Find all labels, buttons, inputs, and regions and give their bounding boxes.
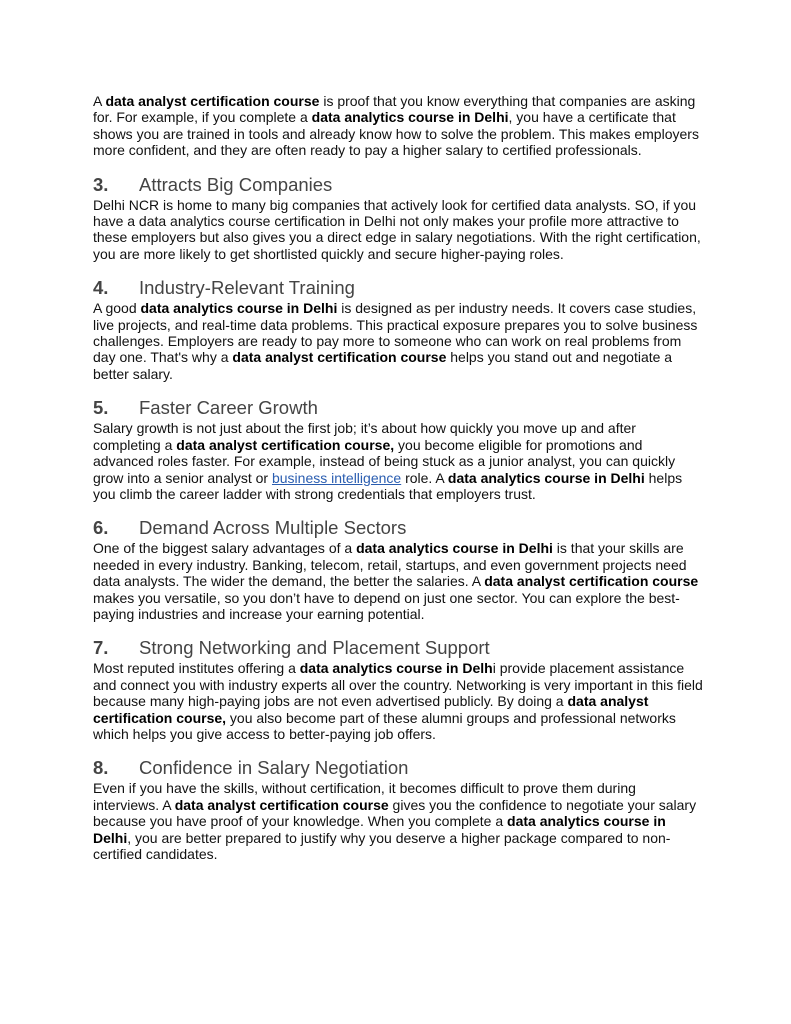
text-run: , you are better prepared to justify why you deserve a higher package compared to non-certified candidates. <box>93 829 671 862</box>
section-paragraph <box>93 197 705 263</box>
bold-keyword: data analyst certification course <box>484 573 699 590</box>
section-title: Industry-Relevant Training <box>139 277 355 299</box>
business-intelligence-link[interactable]: business intelligence <box>271 469 402 486</box>
text-run: i provide placement assistance and connect you with industry experts all over the country. Networking is very important in this field because many high-paying jobs are not even advertised publicly. By doing a <box>93 660 703 710</box>
section-4 <box>93 277 705 382</box>
text-run: helps you stand out and negotiate a better salary. <box>93 349 673 382</box>
bold-keyword: data analyst certification course <box>105 93 320 109</box>
text-run: Most reputed institutes offering a <box>93 660 300 677</box>
section-5 <box>93 397 705 502</box>
section-number: 5. <box>93 397 109 419</box>
section-title: Demand Across Multiple Sectors <box>139 517 407 539</box>
section-8 <box>93 757 705 862</box>
text-run: you become eligible for promotions and advanced roles faster. For example, instead of being stuck as a junior analyst, you can quickly grow into a senior analyst or <box>93 436 676 486</box>
section-paragraph <box>93 780 705 862</box>
section-6 <box>93 517 705 622</box>
bold-keyword: data analyst certification course, <box>93 693 649 726</box>
bold-keyword: data analytics course in Delhi <box>93 813 666 846</box>
document-page <box>93 93 705 862</box>
bold-keyword: data analytics course in Delhi <box>447 469 645 486</box>
text-run: gives you the confidence to negotiate your salary because you have proof of your knowledge. When you complete a <box>93 796 697 830</box>
text-run: you also become part of these alumni groups and professional networks which helps you give access to better-paying job offers. <box>93 709 676 742</box>
section-number: 3. <box>93 173 109 195</box>
section-heading <box>93 174 705 196</box>
text-run: A good <box>93 300 141 317</box>
section-heading <box>93 637 705 659</box>
section-title: Faster Career Growth <box>139 397 318 419</box>
section-heading <box>93 397 705 419</box>
bold-keyword: data analyst certification course, <box>176 436 395 453</box>
intro-paragraph <box>93 93 705 159</box>
section-number: 4. <box>93 277 109 299</box>
section-heading <box>93 517 705 539</box>
text-run: A <box>93 93 106 109</box>
text-run: role. A <box>401 469 448 486</box>
section-title: Confidence in Salary Negotiation <box>139 757 409 779</box>
text-run: Salary growth is not just about the first job; it’s about how quickly you move up and after completing a <box>93 420 636 453</box>
section-paragraph <box>93 540 705 622</box>
text-run: helps you climb the career ladder with strong credentials that employers trust. <box>93 469 683 502</box>
text-run: is designed as per industry needs. It covers case studies, live projects, and real-time data problems. This practical exposure prepares you to solve business challenges. Employers are ready to pay more to someone who can work on real problems from day one. That's why a <box>93 300 698 366</box>
section-number: 6. <box>93 517 109 539</box>
section-paragraph <box>93 420 705 502</box>
text-run: Even if you have the skills, without certification, it becomes difficult to prove them during interviews. A <box>93 780 636 813</box>
text-run: makes you versatile, so you don’t have to depend on just one sector. You can explore the best-paying industries and increase your earning potential. <box>93 589 680 622</box>
bold-keyword: data analytics course in Delhi <box>140 300 338 317</box>
section-heading <box>93 757 705 779</box>
section-paragraph <box>93 300 705 382</box>
text-run: Delhi NCR is home to many big companies that actively look for certified data analysts. SO, if you have a data analytics course certification in Delhi not only makes your profile more attractive to these employers but also gives you a direct edge in salary negotiations. With the right certification, you are more likely to get shortlisted quickly and secure higher-paying roles. <box>93 196 701 262</box>
sections-container <box>93 174 705 863</box>
section-3 <box>93 174 705 263</box>
text-run: One of the biggest salary advantages of a <box>93 540 357 557</box>
section-number: 8. <box>93 757 109 779</box>
text-run: , you have a certificate that shows you are trained in tools and already know how to solve the problem. This makes employers more confident, and they are often ready to pay a higher salary to certified professionals. <box>93 109 699 159</box>
section-7 <box>93 637 705 742</box>
section-title: Attracts Big Companies <box>139 173 333 195</box>
bold-keyword: data analytics course in Delh <box>299 660 493 677</box>
section-heading <box>93 277 705 299</box>
section-title: Strong Networking and Placement Support <box>139 637 490 659</box>
text-run: is proof that you know everything that companies are asking for. For example, if you complete a <box>93 93 696 126</box>
text-run: is that your skills are needed in every industry. Banking, telecom, retail, startups, and even government projects need data analysts. The wider the demand, the better the salaries. A <box>93 540 687 590</box>
bold-keyword: data analyst certification course <box>174 796 389 813</box>
section-paragraph <box>93 660 705 742</box>
bold-keyword: data analytics course in Delhi <box>356 540 553 557</box>
bold-keyword: data analyst certification course <box>232 349 447 366</box>
section-number: 7. <box>93 637 109 659</box>
bold-keyword: data analytics course in Delhi <box>311 109 509 126</box>
